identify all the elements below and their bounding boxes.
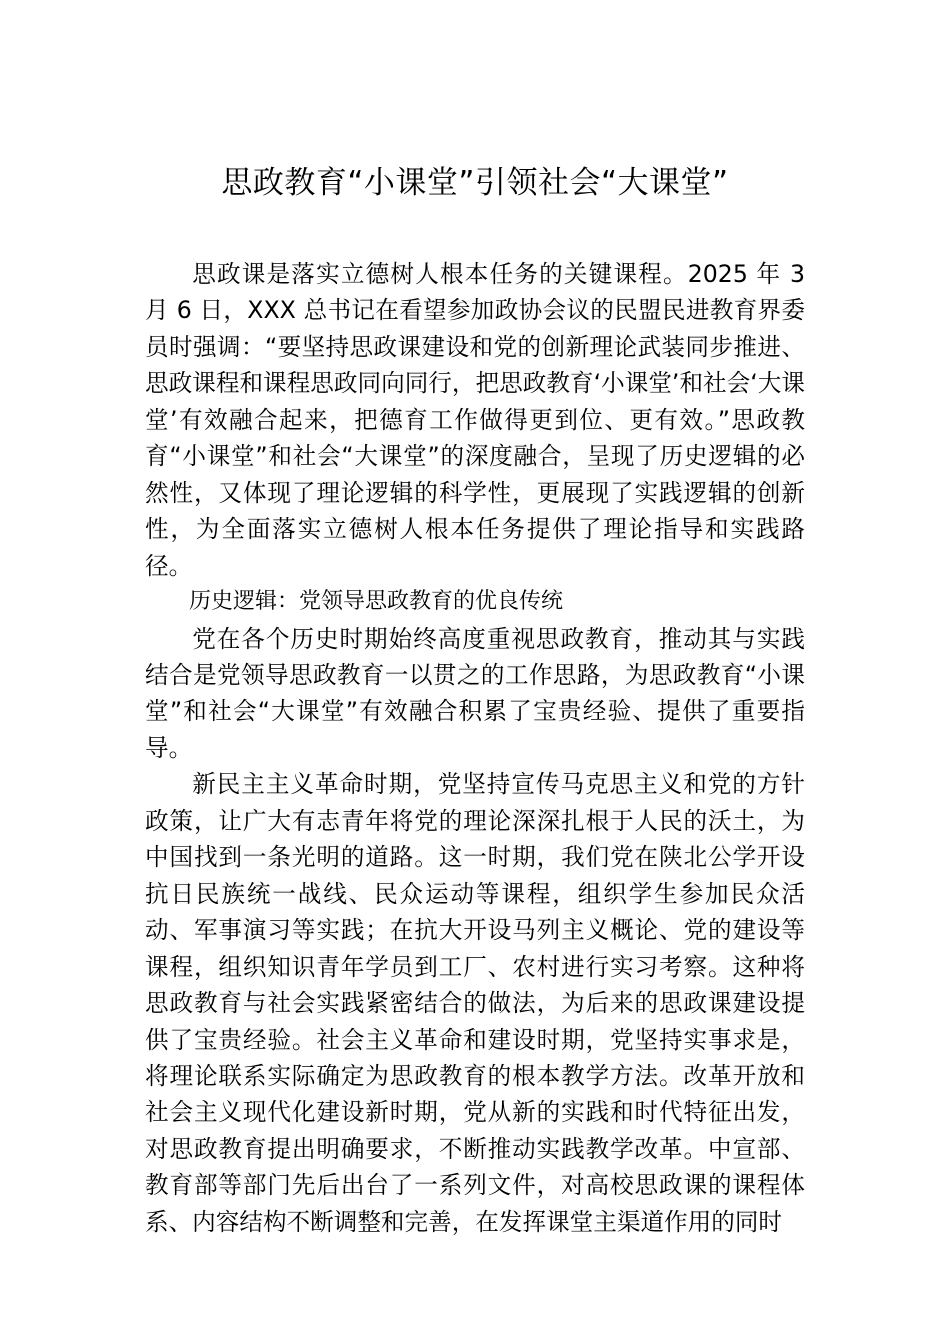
paragraph-party-tradition: 党在各个历史时期始终高度重视思政教育，推动其与实践结合是党领导思政教育一以贯之的工作思路，为思政教育“小课堂”和社会“大课堂”有效融合积累了宝贵经验、提供了重要指导。 bbox=[145, 624, 805, 762]
document-title: 思政教育“小课堂”引领社会“大课堂” bbox=[221, 165, 729, 201]
paragraph-historical-periods: 新民主主义革命时期，党坚持宣传马克思主义和党的方针政策，让广大有志青年将党的理论深深扎根于人民的沃土，为中国找到一条光明的道路。这一时期，我们党在陕北公学开设抗日民族统一战线、民众运动等课程，组织学生参加民众活动、军事演习等实践；在抗大开设马列主义概论、党的建设等课程，组织知识青年学员到工厂、农村进行实习考察。这种将思政教育与社会实践紧密结合的做法，为后来的思政课建设提供了宝贵经验。社会主义革命和建设时期，党坚持实事求是，将理论联系实际确定为思政教育的根本教学方法。改革开放和社会主义现代化建设新时期，党从新的实践和时代特征出发，对思政教育提出明确要求，不断推动实践教学改革。中宣部、教育部等部门先后出台了一系列文件，对高校思政课的课程体系、内容结构不断调整和完善，在发挥课堂主渠道作用的同时 bbox=[145, 770, 805, 1236]
document-body bbox=[145, 256, 805, 1240]
paragraph-intro: 思政课是落实立德树人根本任务的关键课程。2025 年 3 月 6 日，XXX 总书记在看望参加政协会议的民盟民进教育界委员时强调：“要坚持思政课建设和党的创新理论武装同步推进、思政课程和课程思政同向同行，把思政教育‘小课堂’和社会‘大课堂’有效融合起来，把德育工作做得更到位、更有效。”思政教育“小课堂”和社会“大课堂”的深度融合，呈现了历史逻辑的必然性，又体现了理论逻辑的科学性，更展现了实践逻辑的创新性，为全面落实立德树人根本任务提供了理论指导和实践路径。 bbox=[145, 260, 805, 580]
section-heading-historical-logic: 历史逻辑：党领导思政教育的优良传统 bbox=[189, 589, 564, 615]
